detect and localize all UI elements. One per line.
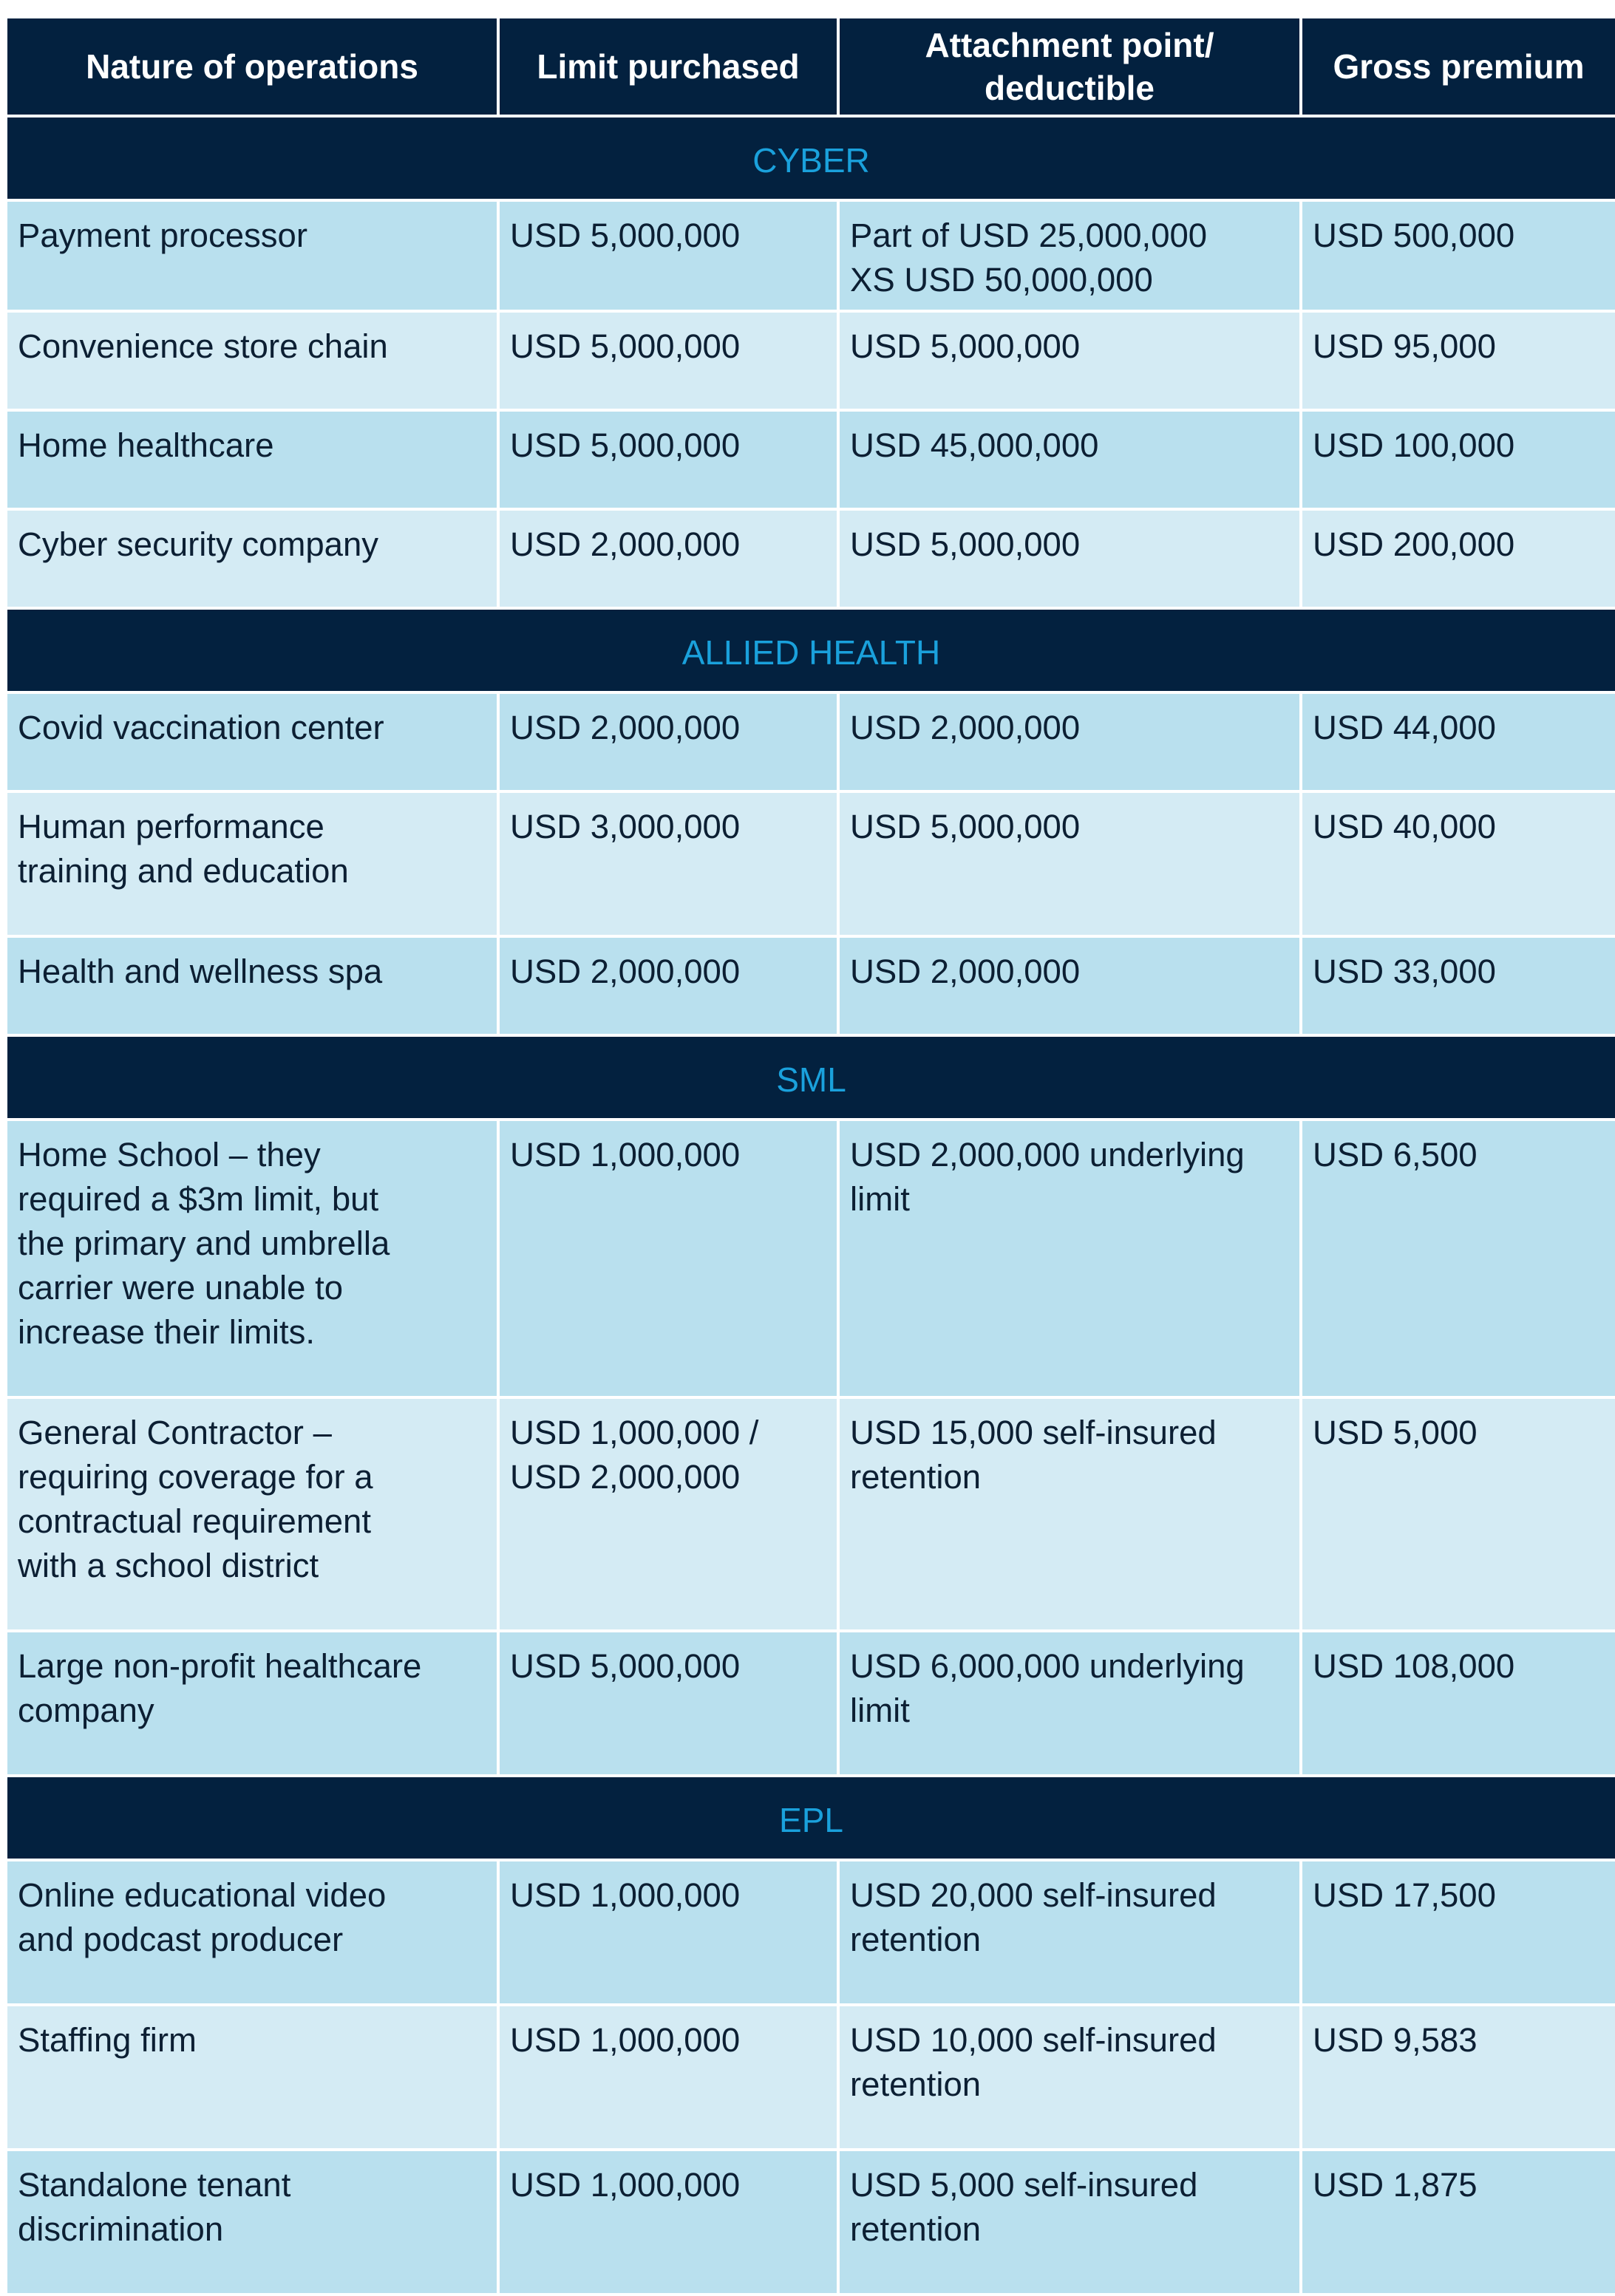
coverage-table <box>7 18 1615 2296</box>
header-limit-purchased: Limit purchased <box>498 18 838 116</box>
table-row <box>7 410 1615 509</box>
cell-gross-premium: USD 5,000 <box>1301 1397 1615 1631</box>
header-gross-premium: Gross premium <box>1301 18 1615 116</box>
section-title: ALLIED HEALTH <box>7 608 1615 692</box>
cell-nature-of-operations: Payment processor <box>7 200 498 311</box>
cell-attachment-point: USD 2,000,000 underlying limit <box>838 1120 1301 1397</box>
cell-nature-of-operations: Standalone tenant discrimination <box>7 2150 498 2295</box>
cell-nature-of-operations: Convenience store chain <box>7 311 498 410</box>
cell-limit-purchased: USD 2,000,000 <box>498 509 838 608</box>
cell-nature-of-operations: Large non-profit healthcare company <box>7 1631 498 1776</box>
cell-gross-premium: USD 40,000 <box>1301 791 1615 936</box>
table-row <box>7 2005 1615 2150</box>
cell-nature-of-operations: Human performance training and education <box>7 791 498 936</box>
table-row <box>7 200 1615 311</box>
cell-gross-premium: USD 95,000 <box>1301 311 1615 410</box>
cell-attachment-point: USD 45,000,000 <box>838 410 1301 509</box>
cell-limit-purchased: USD 1,000,000 <box>498 2005 838 2150</box>
cell-limit-purchased: USD 2,000,000 <box>498 936 838 1035</box>
section-title: EPL <box>7 1776 1615 1860</box>
cell-limit-purchased: USD 5,000,000 <box>498 1631 838 1776</box>
cell-gross-premium: USD 6,500 <box>1301 1120 1615 1397</box>
cell-nature-of-operations: Online educational video and podcast producer <box>7 1860 498 2005</box>
cell-attachment-point: USD 5,000,000 <box>838 791 1301 936</box>
section-header-row <box>7 1035 1615 1120</box>
table-row <box>7 936 1615 1035</box>
cell-gross-premium: USD 1,875 <box>1301 2150 1615 2295</box>
table-row <box>7 1631 1615 1776</box>
cell-attachment-point: USD 2,000,000 <box>838 936 1301 1035</box>
cell-attachment-point: USD 5,000,000 <box>838 509 1301 608</box>
section-header-row <box>7 116 1615 200</box>
cell-limit-purchased: USD 5,000,000 <box>498 311 838 410</box>
table-row <box>7 509 1615 608</box>
cell-nature-of-operations: Health and wellness spa <box>7 936 498 1035</box>
cell-nature-of-operations: Covid vaccination center <box>7 692 498 791</box>
cell-attachment-point: USD 5,000,000 <box>838 311 1301 410</box>
cell-limit-purchased: USD 5,000,000 <box>498 200 838 311</box>
table-row <box>7 1860 1615 2005</box>
cell-limit-purchased: USD 3,000,000 <box>498 791 838 936</box>
cell-gross-premium: USD 9,583 <box>1301 2005 1615 2150</box>
cell-nature-of-operations: Cyber security company <box>7 509 498 608</box>
cell-limit-purchased: USD 2,000,000 <box>498 692 838 791</box>
cell-attachment-point: USD 20,000 self-insured retention <box>838 1860 1301 2005</box>
table-row <box>7 1120 1615 1397</box>
table-row <box>7 2150 1615 2295</box>
cell-attachment-point: USD 2,000,000 <box>838 692 1301 791</box>
cell-gross-premium: USD 33,000 <box>1301 936 1615 1035</box>
cell-gross-premium: USD 100,000 <box>1301 410 1615 509</box>
cell-nature-of-operations: Staffing firm <box>7 2005 498 2150</box>
cell-limit-purchased: USD 1,000,000 <box>498 2150 838 2295</box>
cell-attachment-point: USD 10,000 self-insured retention <box>838 2005 1301 2150</box>
header-attachment-point: Attachment point/ deductible <box>838 18 1301 116</box>
cell-attachment-point: USD 6,000,000 underlying limit <box>838 1631 1301 1776</box>
cell-nature-of-operations: Home healthcare <box>7 410 498 509</box>
cell-nature-of-operations: Home School – they required a $3m limit, but the primary and umbrella carrier were unable to increase their limits. <box>7 1120 498 1397</box>
table-row <box>7 692 1615 791</box>
cell-gross-premium: USD 44,000 <box>1301 692 1615 791</box>
table-row <box>7 1397 1615 1631</box>
cell-gross-premium: USD 200,000 <box>1301 509 1615 608</box>
table-row <box>7 791 1615 936</box>
cell-limit-purchased: USD 1,000,000 <box>498 1120 838 1397</box>
section-title: CYBER <box>7 116 1615 200</box>
section-title: SML <box>7 1035 1615 1120</box>
cell-attachment-point: USD 15,000 self-insured retention <box>838 1397 1301 1631</box>
cell-limit-purchased: USD 1,000,000 <box>498 1860 838 2005</box>
table-row <box>7 311 1615 410</box>
cell-limit-purchased: USD 1,000,000 / USD 2,000,000 <box>498 1397 838 1631</box>
section-header-row <box>7 1776 1615 1860</box>
cell-nature-of-operations: General Contractor – requiring coverage for a contractual requirement with a school district <box>7 1397 498 1631</box>
table-body <box>7 116 1615 2295</box>
cell-gross-premium: USD 17,500 <box>1301 1860 1615 2005</box>
cell-attachment-point: Part of USD 25,000,000 XS USD 50,000,000 <box>838 200 1301 311</box>
cell-limit-purchased: USD 5,000,000 <box>498 410 838 509</box>
cell-attachment-point: USD 5,000 self-insured retention <box>838 2150 1301 2295</box>
cell-gross-premium: USD 108,000 <box>1301 1631 1615 1776</box>
table-header-row <box>7 18 1615 116</box>
section-header-row <box>7 608 1615 692</box>
header-nature-of-operations: Nature of operations <box>7 18 498 116</box>
cell-gross-premium: USD 500,000 <box>1301 200 1615 311</box>
